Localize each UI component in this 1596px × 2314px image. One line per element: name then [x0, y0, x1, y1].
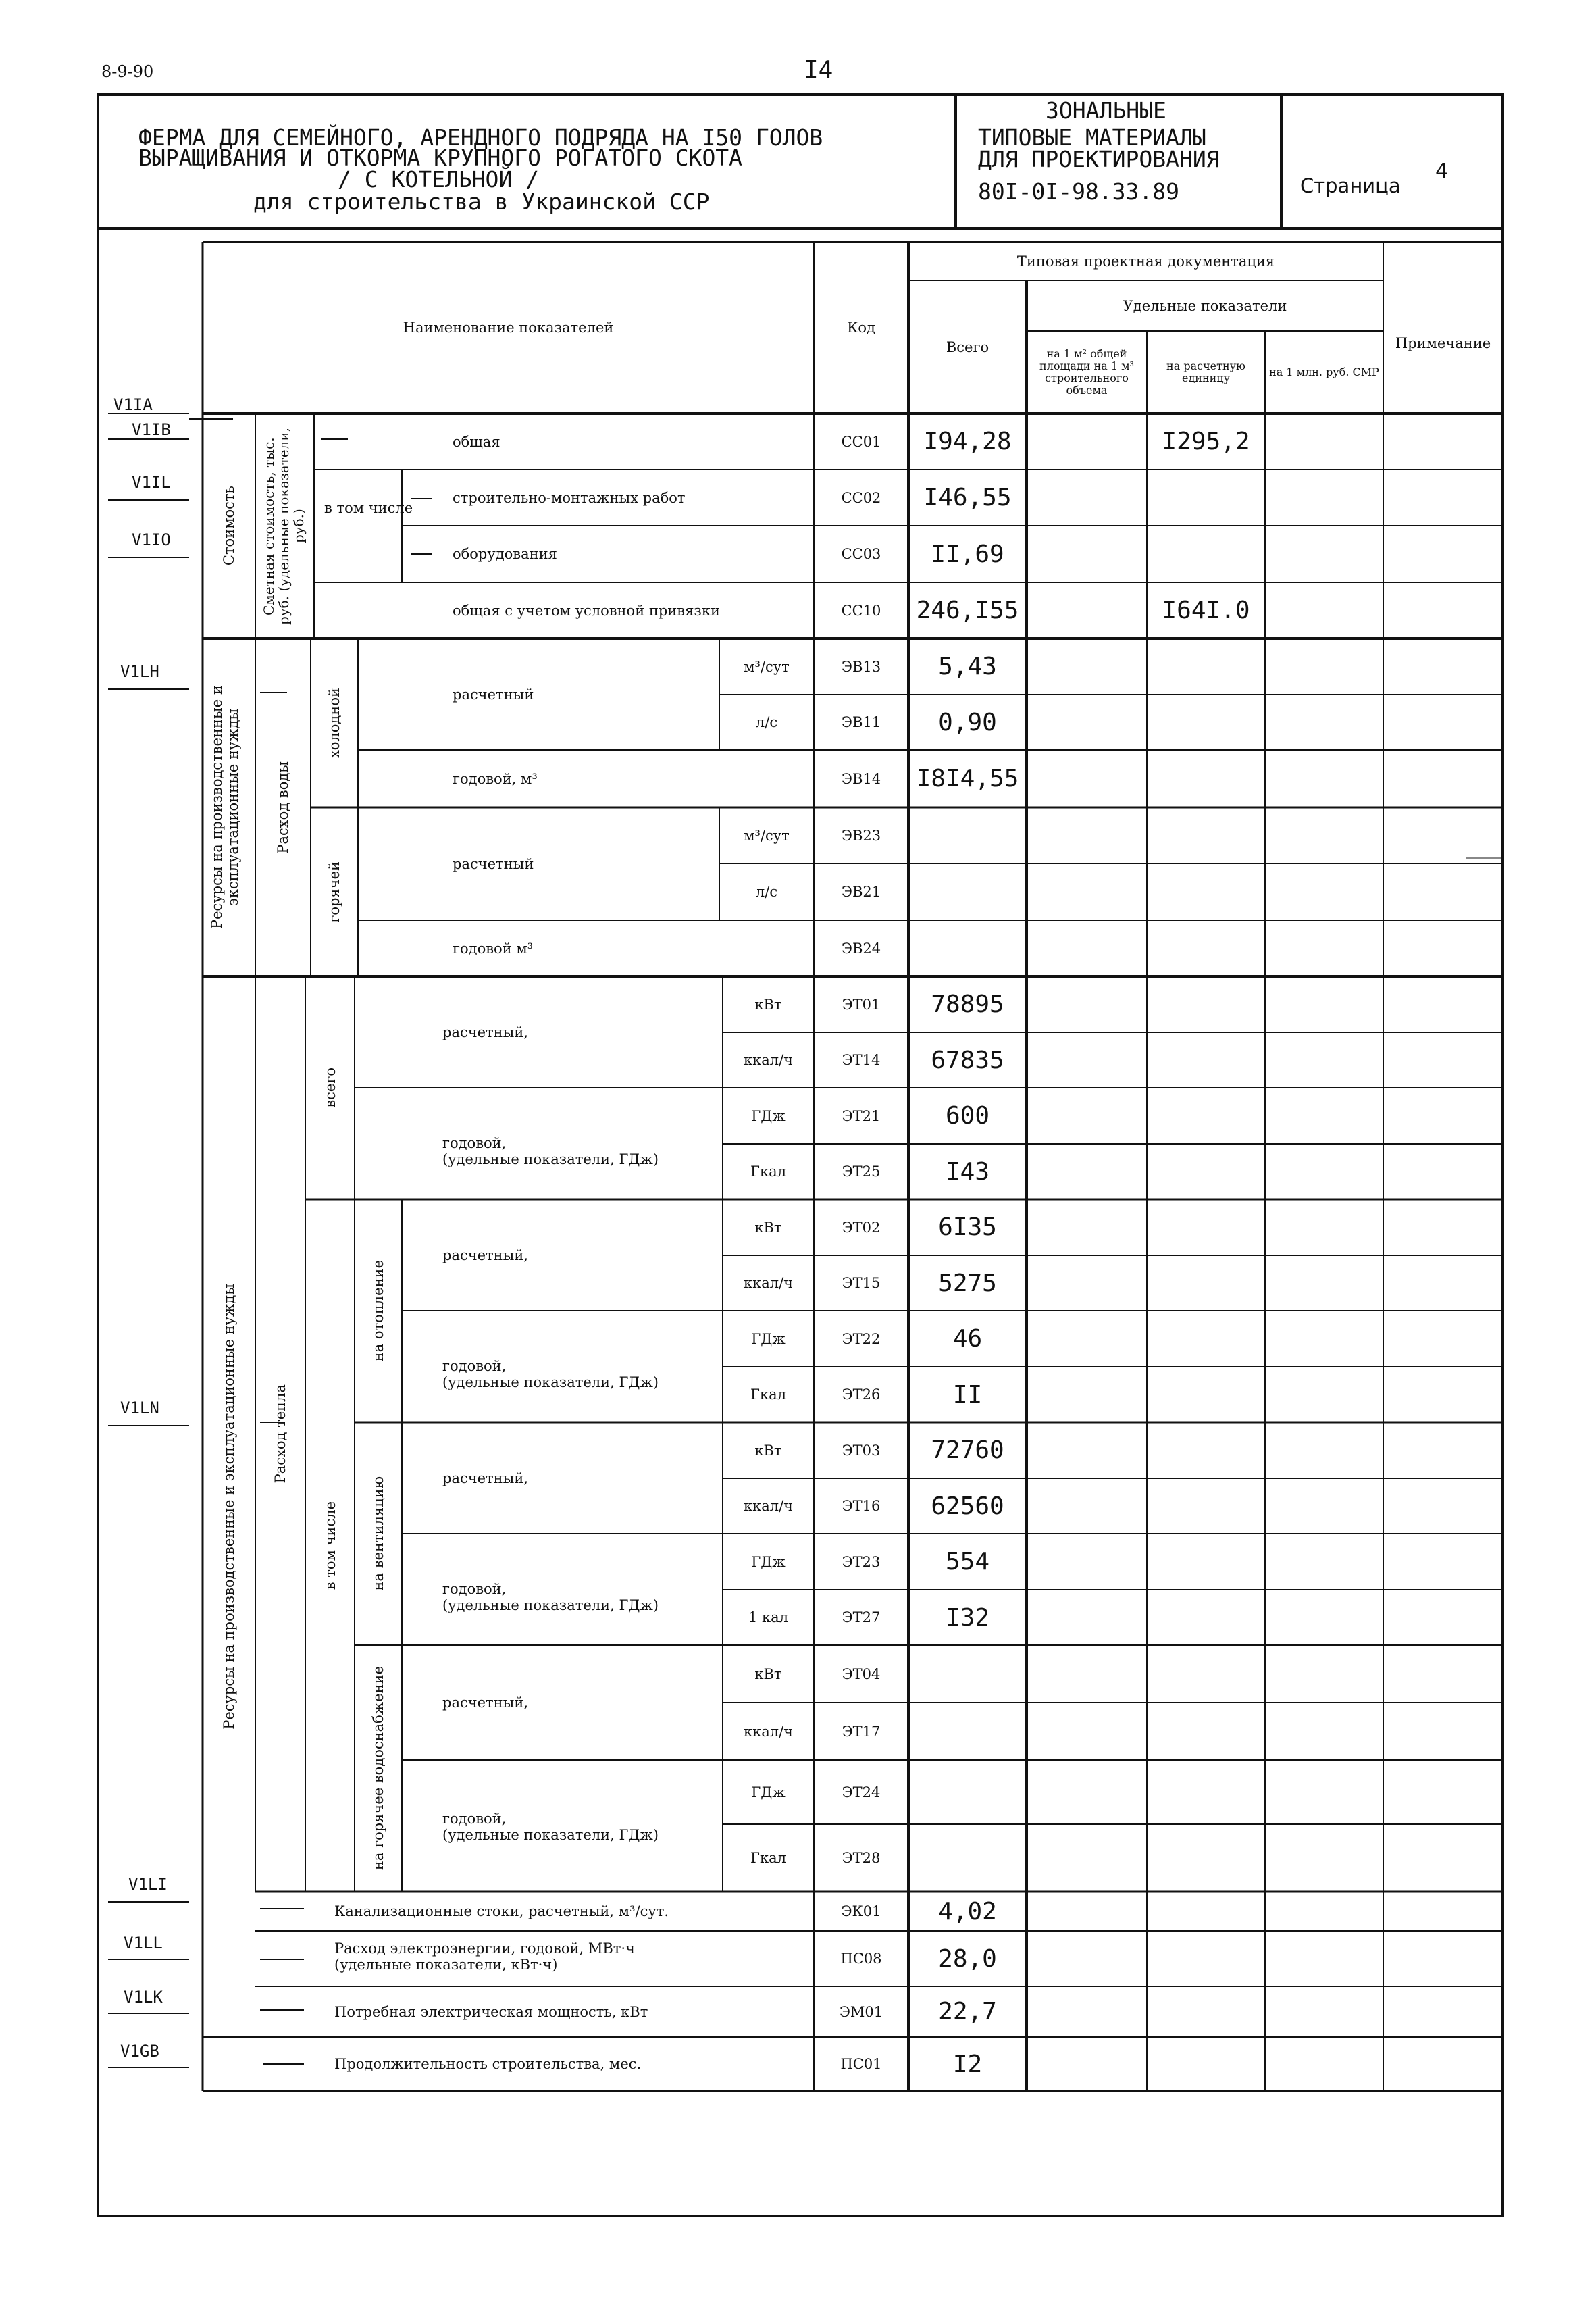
- row-per-unit: I64I.0: [1162, 597, 1250, 624]
- section-code: V1IA: [113, 395, 153, 414]
- ventilation-group: на вентиляцию: [370, 1476, 386, 1591]
- row-code: ЭТ14: [842, 1052, 881, 1068]
- row-unit: Гкал: [750, 1850, 786, 1866]
- name-col-header: Наименование показателей: [403, 320, 614, 336]
- row-label: оборудования: [453, 546, 557, 562]
- row-total: 72760: [931, 1436, 1004, 1464]
- row-total: [908, 1645, 1027, 1703]
- row-total: I2: [952, 2050, 983, 2078]
- row-total: 22,7: [938, 1998, 997, 2026]
- row-label: общая с учетом условной привязки: [453, 602, 720, 619]
- row-total: [908, 1824, 1027, 1892]
- row-unit: кВт: [754, 1219, 782, 1236]
- heating-group: на отопление: [370, 1259, 386, 1362]
- zonal-line-3: ДЛЯ ПРОЕКТИРОВАНИЯ: [978, 146, 1220, 172]
- hot-water-supply-group: на горячее водоснабжение: [370, 1666, 386, 1871]
- row-label: расчетный,: [442, 1694, 529, 1711]
- row-code: ЭВ13: [841, 658, 881, 675]
- section-code: V1LK: [124, 1988, 163, 2007]
- row-code: СС03: [841, 546, 881, 562]
- row-total: [908, 1760, 1027, 1824]
- estimated-cost-group: Сметная стоимость, тыс. руб. (удельные показатели, руб.): [260, 427, 307, 625]
- row-unit: кВт: [754, 1442, 782, 1459]
- row-label: годовой, (удельные показатели, ГДж): [442, 1135, 659, 1167]
- row-total: I8I4,55: [916, 765, 1019, 793]
- row-code: ЭТ03: [842, 1442, 881, 1459]
- row-label: строительно-монтажных работ: [453, 489, 686, 506]
- resources-water-group: Ресурсы на производственные и эксплуатационные нужды: [209, 685, 241, 930]
- row-code: ПС01: [840, 2056, 882, 2072]
- doc-code: 8-9-90: [101, 62, 154, 81]
- heat-including-group: в том числе: [321, 1501, 338, 1590]
- row-total: 6I35: [938, 1213, 997, 1241]
- row-code: ЭМ01: [839, 2003, 883, 2020]
- row-label: Потребная электрическая мощность, кВт: [334, 2003, 648, 2020]
- row-label: годовой м³: [453, 940, 534, 957]
- row-code: ЭТ01: [842, 996, 881, 1013]
- row-label: расчетный: [453, 855, 534, 872]
- title-line-2: ВЫРАЩИВАНИЯ И ОТКОРМА КРУПНОГО РОГАТОГО СКОТА: [138, 145, 743, 171]
- row-code: СС02: [841, 489, 881, 506]
- row-code: ЭТ26: [842, 1386, 881, 1403]
- row-unit: л/с: [755, 884, 778, 900]
- row-unit: ккал/ч: [743, 1275, 794, 1291]
- row-label: расчетный: [453, 686, 534, 703]
- section-code: V1GB: [120, 2042, 159, 2061]
- row-total: 4,02: [938, 1897, 997, 1926]
- row-unit: кВт: [754, 1665, 782, 1682]
- row-total: 0,90: [938, 708, 997, 736]
- row-total: 600: [945, 1102, 990, 1130]
- row-unit: ГДж: [751, 1107, 786, 1124]
- row-total: [908, 807, 1027, 863]
- section-code: V1LI: [128, 1875, 168, 1894]
- row-unit: ккал/ч: [743, 1723, 794, 1740]
- row-code: ЭТ27: [842, 1609, 881, 1626]
- row-total: 28,0: [938, 1944, 997, 1973]
- row-label: годовой, (удельные показатели, ГДж): [442, 1811, 659, 1843]
- row-unit: м³/сут: [744, 658, 790, 675]
- section-code: V1IO: [132, 530, 171, 549]
- zonal-line-1: ЗОНАЛЬНЫЕ: [1046, 97, 1166, 124]
- row-unit: м³/сут: [744, 827, 790, 844]
- row-total: 554: [945, 1548, 990, 1576]
- row-code: ЭТ21: [842, 1107, 881, 1124]
- row-unit: л/с: [755, 714, 778, 730]
- specific-header: Удельные показатели: [1123, 297, 1287, 314]
- row-unit: ккал/ч: [743, 1052, 794, 1068]
- title-line-1: ФЕРМА ДЛЯ СЕМЕЙНОГО, АРЕНДНОГО ПОДРЯДА НА I50 ГОЛОВ: [138, 124, 823, 151]
- row-total: 5,43: [938, 653, 997, 680]
- cold-water-group: холодной: [326, 687, 342, 759]
- row-total: II: [952, 1380, 983, 1409]
- row-total: 246,I55: [916, 597, 1019, 624]
- row-total: [908, 920, 1027, 976]
- row-unit: ГДж: [751, 1330, 786, 1347]
- row-label: расчетный,: [442, 1247, 529, 1263]
- row-code: ЭВ14: [841, 770, 881, 787]
- title-line-3: / С КОТЕЛЬНОЙ /: [338, 166, 540, 193]
- row-total: I46,55: [923, 484, 1012, 511]
- row-total: 46: [952, 1325, 983, 1353]
- row-code: ЭТ25: [842, 1163, 881, 1180]
- row-code: ЭТ22: [842, 1330, 881, 1347]
- total-header: Всего: [946, 338, 989, 355]
- row-code: ЭК01: [841, 1903, 881, 1919]
- row-total: I94,28: [923, 428, 1012, 455]
- per-mln-header: на 1 млн. руб. СМР: [1269, 366, 1379, 378]
- hot-water-group: горячей: [326, 861, 342, 923]
- row-unit: ГДж: [751, 1553, 786, 1570]
- cost-group: Стоимость: [221, 486, 237, 566]
- section-code: V1LL: [124, 1934, 163, 1953]
- page-value: 4: [1435, 159, 1449, 183]
- row-label: Канализационные стоки, расчетный, м³/сут.: [334, 1903, 669, 1919]
- row-code: СС01: [841, 433, 881, 450]
- row-total: I43: [945, 1157, 990, 1186]
- title-line-4: для строительства в Украинской ССР: [253, 188, 710, 215]
- row-unit: ГДж: [751, 1784, 786, 1801]
- zonal-line-2: ТИПОВЫЕ МАТЕРИАЛЫ: [978, 124, 1206, 151]
- row-total: [908, 1703, 1027, 1760]
- row-code: ЭТ15: [842, 1275, 881, 1291]
- row-total: [908, 863, 1027, 920]
- all-group: всего: [321, 1067, 338, 1108]
- row-per-unit: I295,2: [1162, 428, 1250, 455]
- note-header: Примечание: [1395, 335, 1491, 351]
- row-label: общая: [453, 433, 500, 450]
- typical-docs-header: Типовая проектная документация: [1016, 253, 1275, 270]
- row-unit: Гкал: [750, 1163, 786, 1180]
- per-m2-header: на 1 м² общей площади на 1 м³ строительного объема: [1039, 347, 1134, 397]
- row-code: ЭВ11: [841, 714, 881, 730]
- row-unit: кВт: [754, 996, 782, 1013]
- row-label: Продолжительность строительства, мес.: [334, 2056, 642, 2072]
- row-code: ЭВ21: [841, 884, 881, 900]
- row-label: годовой, (удельные показатели, ГДж): [442, 1358, 659, 1390]
- row-code: ПС08: [840, 1951, 882, 1967]
- row-total: II,69: [931, 540, 1004, 568]
- row-code: ЭТ23: [842, 1553, 881, 1570]
- row-unit: Гкал: [750, 1386, 786, 1403]
- row-total: 5275: [938, 1269, 997, 1297]
- row-code: ЭТ04: [842, 1665, 881, 1682]
- row-label: расчетный,: [442, 1469, 529, 1486]
- water-consumption-group: Расход воды: [275, 761, 291, 854]
- including-label: в том числе: [324, 500, 413, 516]
- row-total: I32: [945, 1603, 990, 1632]
- page-number: I4: [804, 56, 833, 84]
- row-code: ЭТ24: [842, 1784, 881, 1801]
- row-unit: ккал/ч: [743, 1498, 794, 1514]
- zonal-code: 80I-0I-98.33.89: [978, 178, 1180, 205]
- row-code: ЭВ23: [841, 827, 881, 844]
- section-code: V1LN: [120, 1399, 159, 1417]
- row-code: ЭТ02: [842, 1219, 881, 1236]
- row-total: 62560: [931, 1492, 1004, 1520]
- row-total: 78895: [931, 990, 1004, 1018]
- row-label: Расход электроэнергии, годовой, МВт·ч (удельные показатели, кВт·ч): [334, 1940, 635, 1973]
- row-label: расчетный,: [442, 1024, 529, 1040]
- row-code: ЭТ16: [842, 1498, 881, 1514]
- section-code: V1IL: [132, 473, 171, 492]
- page-label: Страница: [1300, 174, 1401, 197]
- row-unit: 1 кал: [748, 1609, 789, 1626]
- heat-consumption-group: Расход тепла: [272, 1384, 288, 1484]
- row-code: ЭТ17: [842, 1723, 881, 1740]
- row-code: СС10: [841, 602, 881, 619]
- section-code: V1IB: [132, 420, 171, 439]
- code-col-header: Код: [847, 320, 875, 336]
- row-code: ЭТ28: [842, 1850, 881, 1866]
- row-label: годовой, (удельные показатели, ГДж): [442, 1581, 659, 1613]
- resources-heat-group: Ресурсы на производственные и эксплуатационные нужды: [221, 1284, 237, 1730]
- row-total: 67835: [931, 1046, 1004, 1074]
- row-label: годовой, м³: [453, 770, 538, 787]
- section-code: V1LH: [120, 662, 159, 681]
- row-code: ЭВ24: [841, 940, 881, 957]
- per-unit-header: на расчетную единицу: [1166, 359, 1245, 384]
